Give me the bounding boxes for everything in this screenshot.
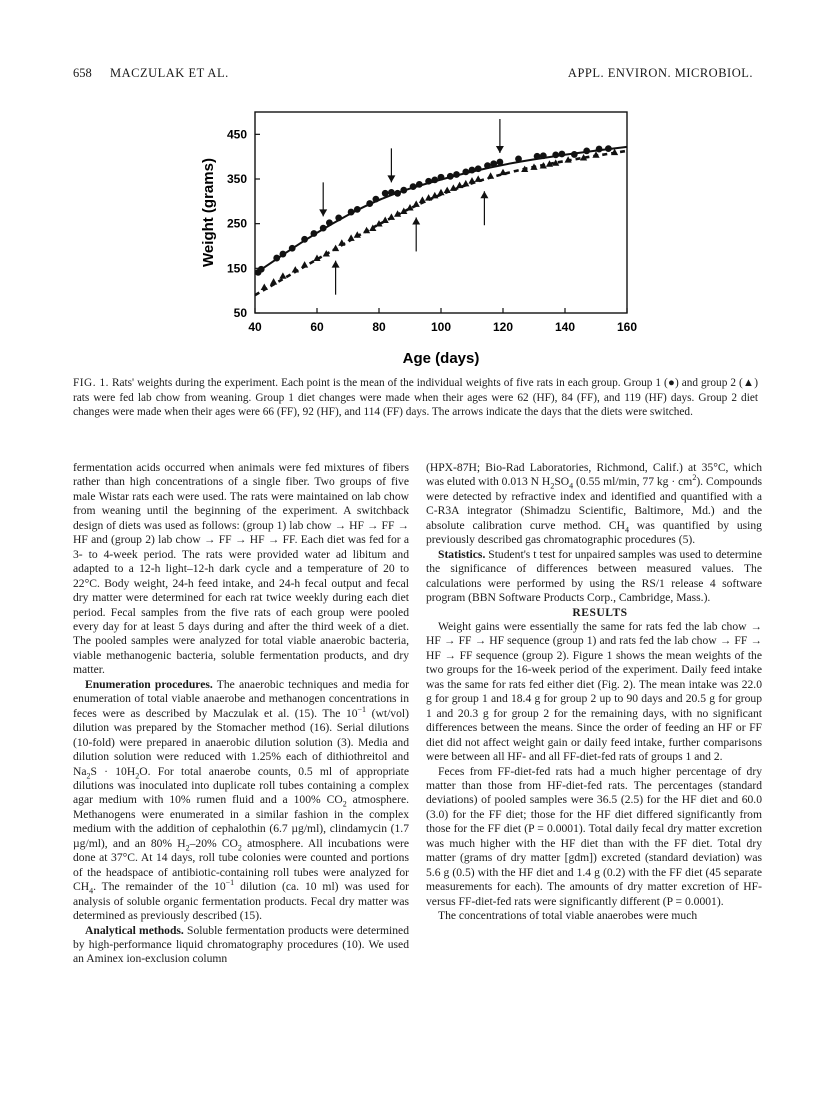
group2-point — [382, 216, 389, 222]
group2-curve — [255, 151, 627, 295]
arrow-head — [332, 261, 340, 268]
running-authors: MACZULAK ET AL. — [110, 66, 229, 80]
left-column — [73, 461, 409, 967]
journal-name: APPL. ENVIRON. MICROBIOL. — [567, 66, 753, 80]
arrow-head — [496, 146, 504, 153]
figure-caption-text: Rats' weights during the experiment. Each point is the mean of the individual weights of five rats in each group. Group 1 (●) and group 2 (▲) rats were fed lab chow from weaning. Group 1 diet changes were made when their ages were 62 (HF), 84 (FF), and 119 (HF) days. Group 2 diet changes were made when their ages were 66 (FF), 92 (HF), and 114 (FF) days. The arrows indicate the days that the diets were switched. — [73, 377, 758, 419]
group1-point — [425, 178, 432, 185]
group1-point — [326, 219, 333, 226]
arrow-head — [387, 175, 395, 182]
group1-point — [400, 187, 407, 194]
group1-point — [515, 156, 522, 163]
paragraph-statistics: Statistics. Student's t test for unpaired samples was used to determine the significance of differences between measured values. The calculations were performed by using the RS/1 release 4 software program (BBN Software Products Corp., Cambridge, Mass.). — [426, 547, 762, 605]
x-tick-label: 40 — [248, 320, 262, 334]
paragraph: The concentrations of total viable anaerobes were much — [438, 909, 698, 923]
paragraph: Feces from FF-diet-fed rats had a much higher percentage of dry matter than those from HF-diet-fed rats. The percentages (standard deviations) of pooled samples were 36.5 (2.5) for the HF diet and 60.0 (3.0) for the FF diet; those for the HF diet differed significantly from those for the FF diet (P = 0.0001). Total daily fecal dry matter excretion was much higher with the HF diet than with the FF diet. Total dry matter (grams of dry matter [gdm]) excreted (standard deviation) was 5.6 g (0.5) with the HF diet and 1.4 g (0.2) with the FF diet (45 separate measurements for each). The amounts of dry matter excretion of HF- versus FF-diet-fed rats were significantly different (P = 0.0001). — [426, 764, 762, 908]
group1-point — [348, 209, 355, 216]
group1-point — [540, 152, 547, 159]
paragraph: Weight gains were essentially the same for rats fed the lab chow → HF → FF → HF sequence (group 1) and rats fed the lab chow → FF → HF → FF sequence (group 2). Figure 1 shows the mean weights of the two groups for the 16-week period of the experiment. Daily feed intake was the same for rats fed either diet (Fig. 2). The mean intake was 22.0 g for group 1 and 18.4 g for group 2 up to 90 days and 20.5 g for group 1 and 20.3 g for group 2 for the remaining days, with no significant differences between the means. Since the order of feeding an HF or FF diet did not affect weight gain or daily feed intake, further comparisons were between all HF- and all FF-diet-fed rats of groups 1 and 2. — [426, 619, 762, 764]
paragraph-analytical: Analytical methods. Soluble fermentation products were determined by high-performance liquid chromatography procedures (10). We used an Aminex ion-exclusion column — [73, 923, 409, 966]
group1-point — [497, 159, 504, 166]
group1-point — [410, 183, 417, 190]
group2-point — [413, 200, 420, 206]
section-title: RESULTS — [572, 605, 628, 619]
paragraph: fermentation acids occurred when animals were fed mixtures of fibers rather than high concentrations of a single fiber. Two groups of five male Wistar rats each were used. The rats were maintained on lab chow from weaning until the beginning of the experiment. A switchback design of diets was used as follows: (group 1) lab chow → HF → FF → HF and (group 2) lab chow → FF → HF → FF. Each diet was fed for a 3- to 4-week period. The rats were provided water ad libitum and adapted to a 12-h light–12-h dark cycle and a temperature of 20 to 22°C. Body weight, 24-h feed intake, and 24-h fecal output and fecal dry matter were determined for each rat twice weekly during each diet period. Fecal samples from the five rats of each group were pooled every day for at least 5 days during and after the third week of a diet. The pooled samples were analyzed for total viable anaerobic bacteria, viable methanogenic bacteria, soluble fermentation products, and dry matter. — [73, 461, 409, 677]
group2-point — [468, 177, 475, 183]
group1-point — [273, 255, 280, 262]
group1-point — [280, 251, 287, 258]
y-tick-label: 250 — [226, 216, 247, 231]
running-header — [73, 66, 753, 82]
page-number: 658 — [73, 66, 92, 80]
arrow-head — [319, 209, 327, 216]
group1-point — [320, 225, 327, 232]
group1-point — [596, 146, 603, 153]
figure-caption — [73, 376, 758, 420]
group1-point — [311, 230, 318, 237]
y-tick-label: 350 — [226, 172, 247, 186]
y-tick-label: 150 — [226, 261, 247, 276]
group1-point — [475, 165, 482, 172]
group1-point — [490, 160, 497, 167]
group1-point — [469, 167, 476, 174]
group1-point — [484, 162, 491, 169]
group1-point — [583, 147, 590, 154]
plot-frame — [255, 112, 627, 313]
group2-point — [388, 213, 395, 219]
y-tick-label: 450 — [226, 127, 247, 142]
group1-point — [382, 190, 389, 197]
group1-point — [552, 151, 559, 158]
group1-point — [571, 151, 578, 158]
x-tick-label: 140 — [554, 320, 576, 334]
group1-point — [394, 190, 401, 197]
group1-point — [335, 214, 342, 221]
group1-point — [447, 173, 454, 180]
figure-label: FIG. 1. — [73, 377, 109, 389]
group1-point — [462, 168, 469, 175]
x-tick-label: 60 — [310, 320, 324, 334]
group2-point — [444, 187, 451, 193]
group1-curve — [255, 147, 627, 274]
weight-chart — [160, 100, 640, 375]
group2-point — [261, 283, 268, 289]
group1-point — [388, 189, 395, 196]
group2-point — [487, 172, 494, 178]
group1-point — [289, 245, 296, 252]
x-tick-label: 120 — [492, 320, 514, 334]
x-tick-label: 160 — [616, 320, 638, 334]
group1-point — [559, 151, 566, 158]
group2-point — [499, 169, 506, 175]
right-column — [426, 461, 762, 924]
group2-point — [279, 272, 286, 278]
group1-point — [258, 266, 265, 273]
group1-point — [453, 171, 460, 178]
group2-point — [475, 175, 482, 181]
x-tick-label: 100 — [430, 320, 452, 334]
arrow-head — [480, 191, 488, 198]
group2-point — [462, 180, 469, 186]
group2-point — [270, 278, 277, 284]
x-tick-label: 80 — [372, 320, 386, 334]
y-axis-label: Weight (grams) — [200, 158, 217, 267]
subheading: Enumeration procedures. — [85, 677, 213, 691]
group2-point — [456, 182, 463, 188]
paragraph-enumeration: Enumeration procedures. The anaerobic techniques and media for enumeration of total viable anaerobe and methanogen concentrations in feces were as described by Maczulak et al. (15). The $10^{-1}$ (wt/vol) dilution was prepared by the Stomacher method (16). Serial dilutions (10-fold) were prepared in anaerobic dilution solution (3). Media and dilution solution were reduced with 1.25% each of dithiothreitol and $Na_2S \cdot 10H_2O$. For total anaerobe counts, 0.5 ml of appropriate dilutions was inoculated into duplicate roll tubes containing a complex agar medium with 10% rumen fluid and a 100% $CO_2$ atmosphere. Methanogens were enumerated in a similar fashion in the complex medium with the addition of cephalothin (6.7 µg/ml), clindamycin (1.7 µg/ml), and an 80% $H_2-20\%$ $CO_2$ atmosphere. All incubations were done at 37°C. At 14 days, roll tube colonies were counted and portions of the headspace of antibiotic-containing roll tubes were analyzed for $CH_4$. The remainder of the $10^{-1}$ dilution (ca. 10 ml) was used for analysis of soluble organic fermentation products. Fecal dry matter was determined as previously described (15). — [73, 677, 409, 923]
group1-point — [354, 206, 361, 213]
group2-point — [419, 196, 426, 202]
group1-point — [605, 145, 612, 152]
group2-point — [301, 261, 308, 267]
subheading: Statistics. — [438, 547, 486, 561]
x-axis-label: Age (days) — [402, 350, 480, 367]
y-tick-label: 50 — [233, 306, 247, 320]
subheading: Analytical methods. — [85, 923, 184, 937]
group1-point — [416, 181, 423, 188]
group1-point — [438, 174, 445, 181]
group2-point — [363, 227, 370, 233]
group2-point — [332, 245, 339, 251]
group1-point — [301, 236, 308, 243]
group2-point — [348, 234, 355, 240]
group1-point — [366, 200, 373, 207]
group1-point — [534, 153, 541, 160]
group1-point — [373, 196, 380, 203]
paragraph: (HPX-87H; Bio-Rad Laboratories, Richmond, Calif.) at 35°C, which was eluted with 0.013 N $H_2SO_4$ (0.55 ml/min, 77 kg · $cm^2$). Compounds were detected by refractive index and identified and quantified with a C-R3A integrator (Shimadzu Scientific, Baltimore, Md.) and the absolute calibration curve method. $CH_4$ was quantified by using previously described gas chromatographic procedures (5). — [426, 461, 763, 547]
arrow-head — [412, 217, 420, 224]
group1-point — [431, 176, 438, 183]
group2-point — [437, 189, 444, 195]
